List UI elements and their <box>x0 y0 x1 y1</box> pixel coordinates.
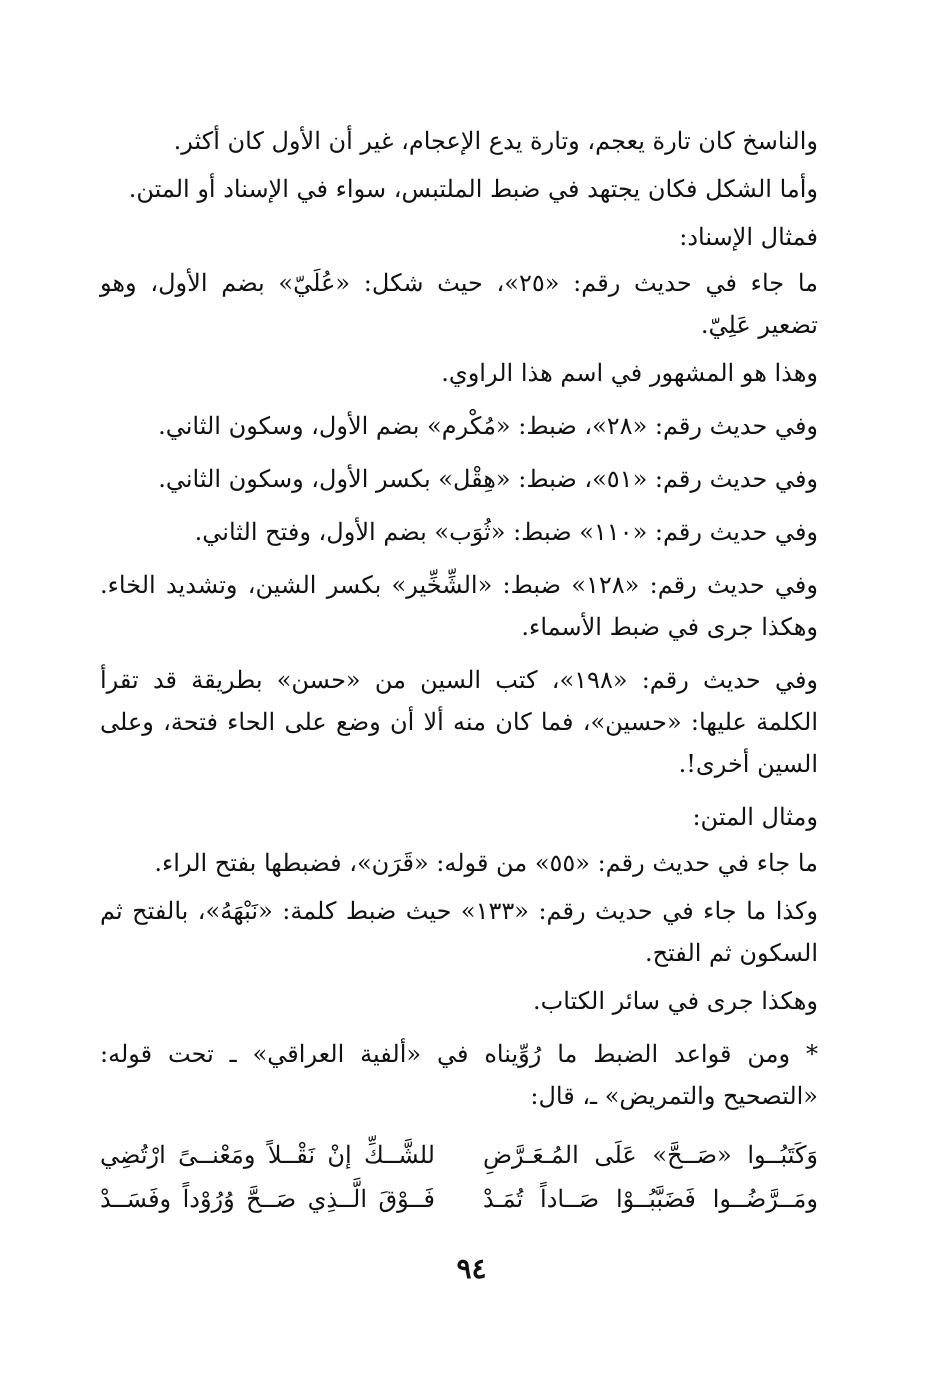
paragraph-vocalization: وأما الشكل فكان يجتهد في ضبط الملتبس، سواء في الإسناد أو المتن. <box>128 175 818 203</box>
heading-isnad-example: فمثال الإسناد: <box>679 223 818 251</box>
paragraph-hadith-51: وفي حديث رقم: «٥١»، ضبط: «هِقْل» بكسر الأول، وسكون الثاني. <box>158 465 818 493</box>
paragraph-hadith-198: وفي حديث رقم: «١٩٨»، كتب السين من «حسن» بطريقة قد تقرأ الكلمة عليها: «حسين»، فما كان منه ألا أن وضع على الحاء فتحة، وعلى السين أخرى!. <box>100 666 819 778</box>
poem <box>100 1133 818 1221</box>
paragraph-iraqi-alfiya: * ومن قواعد الضبط ما رُوِّيناه في «ألفية العراقي» ـ تحت قوله: «التصحيح والتمريض» ـ، قال: <box>100 1040 818 1110</box>
paragraph-hadith-128: وفي حديث رقم: «١٢٨» ضبط: «الشِّخِّير» بكسر الشين، وتشديد الخاء. وهكذا جرى في ضبط الأسماء. <box>100 571 818 641</box>
paragraph-hadith-28: وفي حديث رقم: «٢٨»، ضبط: «مُكْرم» بضم الأول، وسكون الثاني. <box>158 412 818 440</box>
paragraph-rest-of-book: وهكذا جرى في سائر الكتاب. <box>533 987 818 1015</box>
paragraph-hadith-110: وفي حديث رقم: «١١٠» ضبط: «ثُوَب» بضم الأول، وفتح الثاني. <box>194 518 818 546</box>
page-number: ٩٤ <box>456 1252 487 1285</box>
poem-hemistich-right: ومَــرَّضُــوا فَضَبَّبُــوْا صَــاداً تُمَـدْ <box>483 1185 818 1213</box>
poem-hemistich-left: فَــوْقَ الَّــذِي صَــحَّ وُرُوْداً وفَسَــدْ <box>100 1185 435 1213</box>
poem-verse <box>100 1133 818 1177</box>
heading-matn-example: ومثال المتن: <box>692 803 818 831</box>
paragraph-narrator-name: وهذا هو المشهور في اسم هذا الراوي. <box>441 359 818 387</box>
poem-verse <box>100 1177 818 1221</box>
poem-hemistich-left: للشَّــكِّ إنْ نَقْــلاً ومَعْنــىً ارْتُضِي <box>100 1141 435 1169</box>
page-body <box>100 120 818 1221</box>
paragraph-hadith-133: وكذا ما جاء في حديث رقم: «١٣٣» حيث ضبط كلمة: «نَبْهَهُ»، بالفتح ثم السكون ثم الفتح. <box>100 897 818 967</box>
paragraph-hadith-55: ما جاء في حديث رقم: «٥٥» من قوله: «قَرَن»، فضبطها بفتح الراء. <box>154 849 818 877</box>
paragraph-copyist: والناسخ كان تارة يعجم، وتارة يدع الإعجام، غير أن الأول كان أكثر. <box>173 127 818 155</box>
paragraph-hadith-25: ما جاء في حديث رقم: «٢٥»، حيث شكل: «عُلَيّ» بضم الأول، وهو تضعير عَلِيّ. <box>100 269 818 339</box>
poem-hemistich-right: وَكَتَبُــوا «صَــحَّ» عَلَى المُـعَـرَّضِ <box>483 1141 818 1169</box>
